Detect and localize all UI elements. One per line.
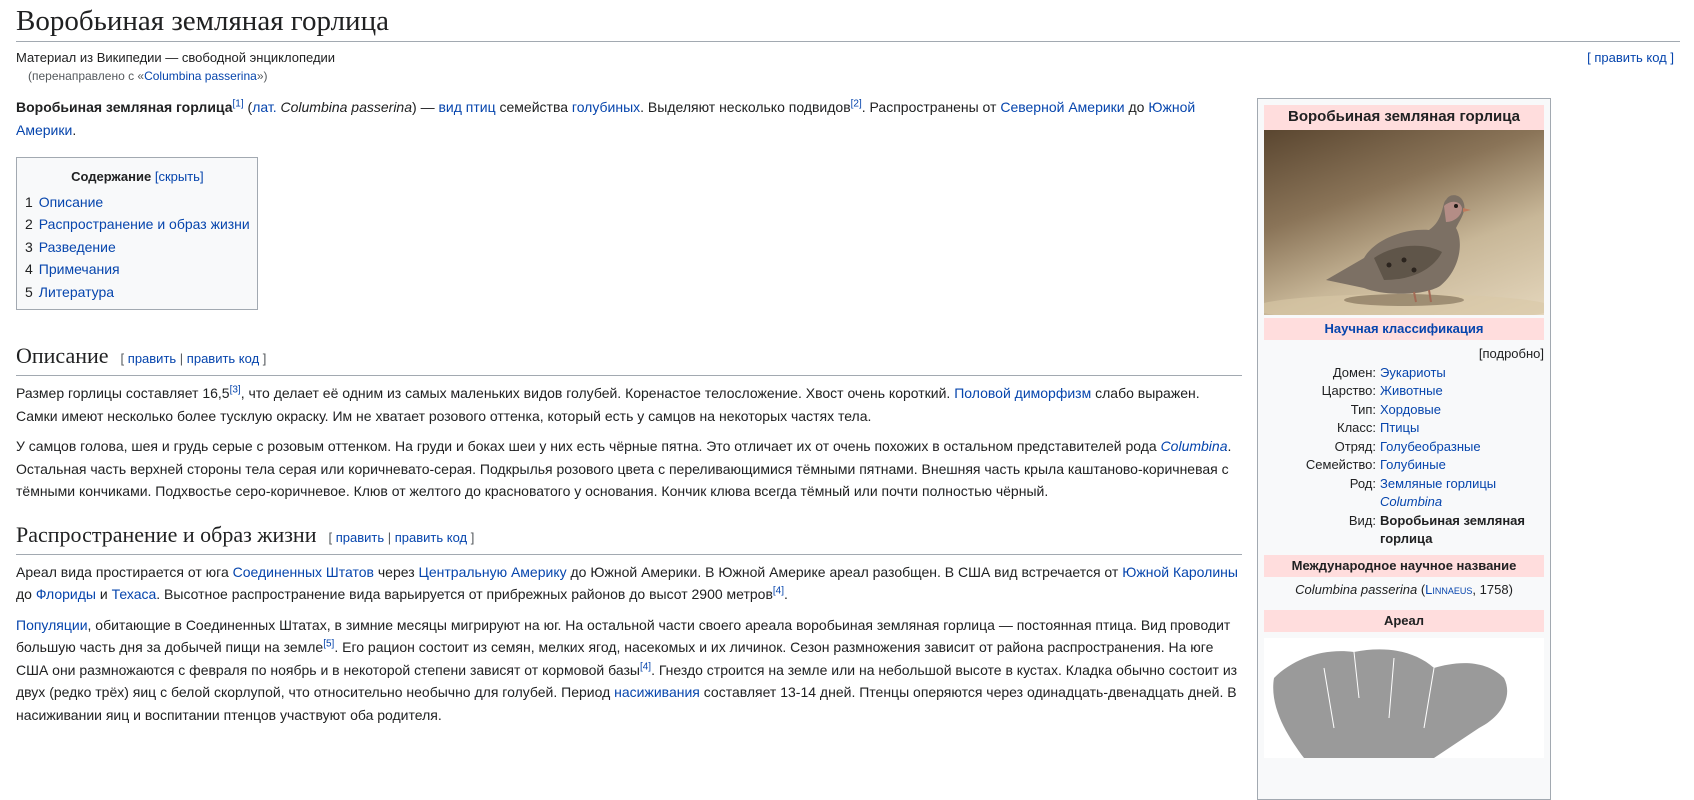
link-florida[interactable]: Флориды: [35, 586, 96, 602]
toc-item[interactable]: [25, 281, 250, 304]
taxon-link[interactable]: Голубеобразные: [1380, 438, 1481, 454]
taxon-link[interactable]: Хордовые: [1380, 401, 1441, 417]
link-texas[interactable]: Техаса: [111, 586, 157, 602]
paragraph: [16, 614, 1242, 727]
taxon-link[interactable]: Голубиные: [1380, 457, 1446, 472]
toc-number: 1: [25, 193, 33, 210]
classification-header: [1264, 318, 1544, 341]
toc-link[interactable]: Разведение: [38, 238, 116, 255]
ref-3[interactable]: [3]: [229, 384, 241, 396]
toc-link[interactable]: Примечания: [38, 261, 120, 277]
taxon-row: [1264, 438, 1544, 457]
author-link[interactable]: Linnaeus: [1425, 582, 1473, 597]
toc-item[interactable]: [25, 258, 250, 281]
ref-2[interactable]: [2]: [850, 98, 862, 110]
taxon-link[interactable]: Земляные горлицы: [1380, 475, 1497, 491]
text: и: [96, 586, 112, 602]
taxon-rank: Отряд:: [1334, 438, 1376, 454]
bracket: ]: [259, 351, 267, 366]
bird-illustration: [1264, 130, 1544, 315]
taxon-value-cell: [1380, 438, 1544, 457]
scientific-name: Columbina passerina: [1295, 582, 1418, 597]
text: . Высотное распространение вида варьируется от прибрежных районов до высот 2900 метров: [156, 586, 773, 602]
link-incubation[interactable]: насиживания: [614, 684, 700, 700]
toc-title: [25, 166, 250, 189]
infobox-title: Воробьиная земляная горлица: [1264, 105, 1544, 130]
toc-number: 5: [25, 283, 33, 300]
text: слабо выражен. Самки имеют несколько более тусклую окраску. Им не хватает розового оттенка, который есть у самцов на некоторых частях тела.: [16, 385, 1200, 424]
taxon-rank: Царство:: [1321, 383, 1376, 398]
link-north-america[interactable]: Северной Америки: [1000, 99, 1125, 115]
classification-link[interactable]: Научная классификация: [1324, 320, 1484, 336]
paragraph: [16, 561, 1242, 606]
taxon-row: [1264, 512, 1544, 549]
scientific-name-row: [1258, 577, 1550, 604]
redirect-note: [28, 69, 1680, 83]
separator: |: [176, 351, 187, 366]
toc-link[interactable]: Литература: [38, 283, 115, 300]
taxon-value-cell: [1380, 419, 1544, 438]
text: . Остальная часть верхней стороны тела серая или коричневато-серая. Подкрылья розового цвета с переливающимися тёмными пятнами. Внешняя часть крыла каштаново-коричневая с тёмными кончиками. Подхвостье серо-коричневое. Клюв от желтого до красноватого у основания. Кончик клюва всегда тёмный или почти полностью чёрный.: [16, 438, 1232, 499]
edit-code-top-link[interactable]: [ править код ]: [1587, 50, 1674, 65]
section-edit-links: [328, 530, 474, 545]
link-columbidae[interactable]: голубиных: [571, 99, 641, 115]
section-title: Распространение и образ жизни: [16, 521, 317, 547]
latin-name: Columbina passerina: [280, 99, 413, 115]
link-populations[interactable]: Популяции: [16, 616, 88, 633]
taxon-latin-name: Columbina: [1380, 494, 1443, 509]
link-text: Columbina: [1160, 438, 1228, 454]
toc-item[interactable]: [25, 236, 250, 259]
toc-item[interactable]: [25, 191, 250, 214]
tagline: Материал из Википедии — свободной энциклопедии: [16, 50, 336, 65]
text: , обитающие в Соединенных Штатах, в зимние месяцы мигрируют на юг. На остальной части своего ареала воробьиная земляная горлица — постоянная птица. Вид проводит большую часть дня за добычей пищи на земле: [16, 616, 1231, 655]
bird-photo[interactable]: [1264, 130, 1544, 315]
taxon-row: [1264, 456, 1544, 475]
toc-toggle-link[interactable]: [скрыть]: [154, 169, 204, 184]
edit-link[interactable]: править: [127, 351, 177, 366]
text: (: [243, 99, 253, 115]
text: . Гнездо строится на земле или на небольшой высоте в кустах. Кладка обычно состоит из двух (редко трёх) яиц с белой скорлупой, что относительно необычно для голубей. Период: [16, 661, 1238, 700]
page-title: Воробьиная земляная горлица: [16, 0, 1680, 42]
intl-name-header: Международное научное название: [1264, 555, 1544, 578]
edit-code-link[interactable]: править код: [186, 351, 260, 366]
intro-bold-term: Воробьиная земляная горлица: [16, 99, 233, 115]
redirect-prefix: (перенаправлено с «: [28, 69, 145, 83]
intro-paragraph: [16, 96, 1242, 141]
text: (: [1417, 582, 1426, 597]
taxon-row: [1264, 475, 1544, 512]
section-edit-links: [121, 351, 267, 366]
taxon-rank: Класс:: [1337, 420, 1376, 435]
taxon-rank: Тип:: [1350, 401, 1376, 417]
text: .: [72, 121, 77, 138]
text: , 1758): [1472, 582, 1513, 597]
taxon-rank: Семейство:: [1305, 457, 1376, 472]
toc-heading: Содержание: [71, 169, 152, 184]
taxon-row: [1264, 401, 1544, 420]
section-heading-distribution: [16, 521, 1242, 555]
paragraph: [16, 382, 1242, 427]
link-species[interactable]: вид птиц: [438, 99, 496, 115]
taxon-link[interactable]: Животные: [1380, 383, 1443, 398]
detail-link-row: [1258, 345, 1544, 364]
taxon-rank: Род:: [1349, 475, 1376, 491]
link-central-america[interactable]: Центральную Америку: [418, 563, 567, 580]
redirect-suffix: »): [256, 69, 268, 83]
toc-link[interactable]: Описание: [38, 193, 104, 210]
text: . Выделяют несколько подвидов: [640, 99, 851, 115]
ref-4[interactable]: [4]: [772, 585, 785, 597]
redirect-link[interactable]: Columbina passerina: [144, 69, 257, 83]
ref-5[interactable]: [5]: [323, 638, 335, 650]
text: до Южной Америки. В Южной Америке ареал разобщен. В США вид встречается от: [566, 563, 1123, 580]
taxon-row: [1264, 364, 1544, 383]
text: через: [373, 563, 419, 580]
taxonomy-table: [1258, 364, 1550, 549]
section-title: Описание: [16, 343, 109, 368]
taxon-rank: Вид:: [1348, 512, 1376, 528]
toc-number: 4: [25, 261, 33, 277]
taxon-value-cell: [1380, 401, 1544, 420]
toc-link[interactable]: Распространение и образ жизни: [38, 216, 250, 232]
link-south-carolina[interactable]: Южной Каролины: [1122, 563, 1238, 580]
taxon-row: [1264, 419, 1544, 438]
text: до: [16, 586, 36, 602]
taxon-value-cell: [1380, 475, 1544, 512]
detail-link[interactable]: [подробно]: [1478, 346, 1544, 361]
map-illustration: [1264, 638, 1544, 758]
ref-4b[interactable]: [4]: [639, 660, 652, 672]
separator: |: [384, 529, 395, 545]
link-usa[interactable]: Соединенных Штатов: [232, 563, 374, 580]
range-header: Ареал: [1264, 610, 1544, 633]
text: У самцов голова, шея и грудь серые с розовым оттенком. На груди и боках шеи у них есть чёрные пятна. Это отличает их от очень похожих в остальном представителей рода: [16, 438, 1161, 454]
taxon-link-latin[interactable]: [1380, 494, 1442, 509]
bracket: ]: [467, 529, 475, 545]
lat-link[interactable]: лат.: [252, 99, 277, 115]
taxon-value-cell: [1380, 456, 1544, 475]
section-heading-description: [16, 342, 1242, 376]
taxon-link[interactable]: Эукариоты: [1380, 364, 1446, 380]
taxon-current: Воробьиная земляная горлица: [1380, 512, 1525, 546]
ref-1[interactable]: [1]: [232, 98, 244, 110]
tagline-row: [16, 50, 1680, 66]
text: до: [1124, 99, 1149, 115]
bracket: [: [328, 529, 336, 545]
text: ) —: [412, 99, 439, 115]
taxon-value-cell: [1380, 382, 1544, 401]
text: . Распространены от: [861, 99, 1001, 115]
toc-number: 2: [25, 216, 33, 232]
bracket: [: [120, 351, 128, 366]
article-body: [16, 96, 1242, 734]
link-dimorphism[interactable]: Половой диморфизм: [954, 385, 1092, 401]
text: . Его рацион состоит из семян, мелких ягод, насекомых и их личинок. Сезон размножения зависит от района распространения. На юге США они размножаются с февраля по ноябрь и в некоторой степени зависят от кормовой базы: [16, 639, 1214, 678]
taxon-row: [1264, 382, 1544, 401]
toc-number: 3: [25, 238, 33, 255]
text: , что делает её одним из самых маленьких видов голубей. Коренастое телосложение. Хвост очень короткий.: [240, 385, 955, 401]
table-of-contents: [16, 157, 258, 310]
range-map[interactable]: [1264, 638, 1544, 758]
taxon-link[interactable]: Птицы: [1380, 420, 1420, 435]
taxon-rank: Домен:: [1332, 364, 1376, 380]
text: Размер горлицы составляет 16,5: [16, 385, 230, 401]
edit-code-link[interactable]: править код: [394, 529, 468, 545]
text: Ареал вида простирается от юга: [16, 563, 233, 580]
link-columbina[interactable]: [1161, 438, 1228, 454]
text: семейства: [495, 99, 572, 115]
text: составляет 13-14 дней. Птенцы оперяются через одинадцать-двенадцать дней. В насиживании яиц и воспитании птенцов участвуют оба родителя.: [16, 684, 1237, 723]
taxon-value-cell: [1380, 364, 1544, 383]
link-south-america[interactable]: Южной Америки: [16, 99, 1196, 138]
text: .: [784, 586, 788, 602]
toc-list: [25, 191, 250, 304]
infobox: [1257, 98, 1551, 800]
edit-link[interactable]: править: [335, 529, 385, 545]
toc-item[interactable]: [25, 213, 250, 236]
taxon-value-cell: [1380, 512, 1544, 549]
paragraph: [16, 435, 1242, 503]
